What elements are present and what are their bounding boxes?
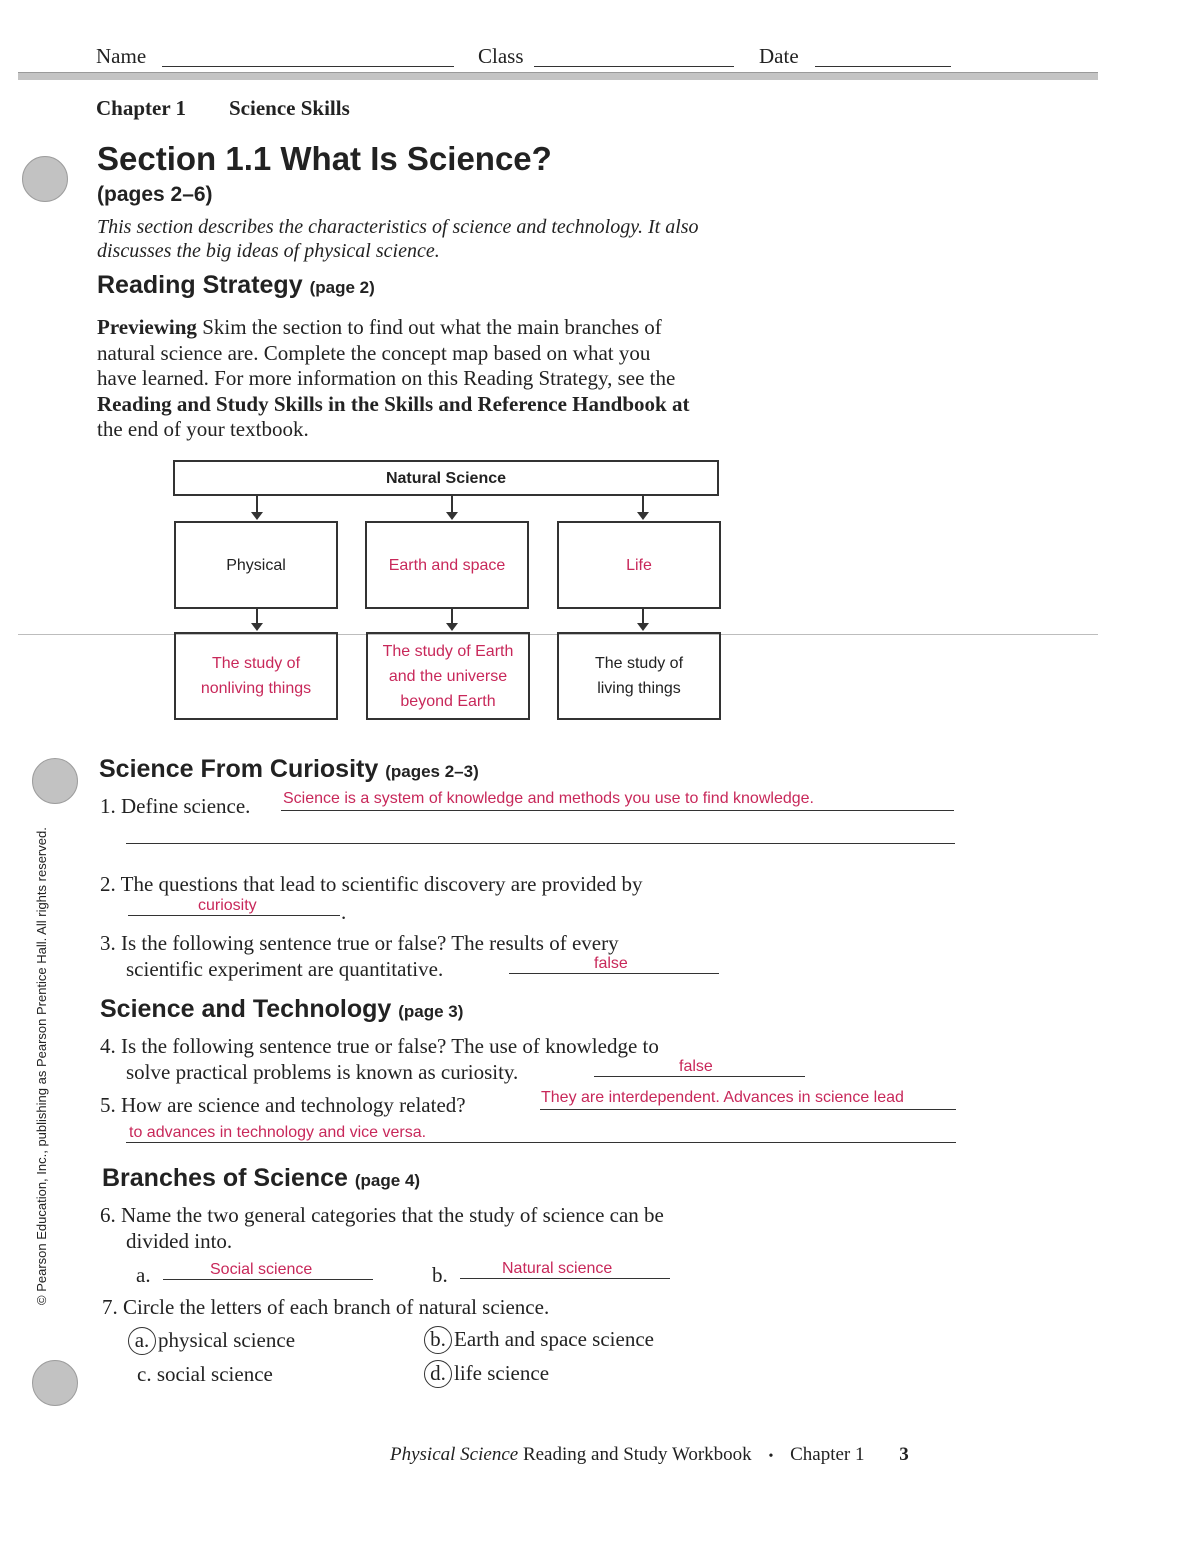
choice-earth-space-science[interactable]: b. Earth and space science	[424, 1326, 654, 1354]
question-5: 5. How are science and technology related?	[100, 1093, 466, 1117]
choice-social-science[interactable]: c. social science	[137, 1362, 273, 1386]
answer-5-line-1[interactable]: They are interdependent. Advances in science lead	[541, 1089, 904, 1106]
arrow-earth-def	[451, 609, 453, 629]
arrow-root-physical	[256, 496, 258, 518]
class-blank[interactable]	[534, 66, 734, 67]
answer-5-rule-2	[126, 1142, 956, 1143]
header-rule	[18, 72, 1098, 80]
answer-1-line	[281, 810, 954, 811]
definition-life: The study of living things	[557, 632, 721, 720]
question-1: 1. Define science.	[100, 794, 251, 818]
answer-5-rule-1	[540, 1109, 956, 1110]
branches-heading: Branches of Science (page 4)	[102, 1164, 421, 1192]
answer-6b[interactable]: Natural science	[502, 1260, 613, 1277]
name-label: Name	[96, 44, 147, 68]
answer-3-line	[509, 973, 719, 974]
name-blank[interactable]	[162, 66, 454, 67]
choice-b-label: b.	[432, 1263, 448, 1287]
choice-physical-science[interactable]: a. physical science	[128, 1327, 295, 1355]
class-label: Class	[478, 44, 524, 68]
question-3: 3. Is the following sentence true or false? The results of every scientific experiment are quantitative.	[100, 931, 619, 981]
definition-earth-space[interactable]: The study of Earth and the universe beyond Earth	[366, 632, 530, 720]
page-number: 3	[899, 1444, 909, 1465]
answer-3[interactable]: false	[594, 955, 628, 972]
answer-6a-line	[163, 1279, 373, 1280]
punch-hole-middle	[32, 758, 78, 804]
branch-earth-space[interactable]: Earth and space	[365, 521, 529, 609]
concept-map-root: Natural Science	[173, 460, 719, 496]
question-2: 2. The questions that lead to scientific discovery are provided by	[100, 872, 643, 896]
circle-mark-d: d.	[424, 1360, 452, 1388]
circle-mark-b: b.	[424, 1326, 452, 1354]
punch-hole-bottom	[32, 1360, 78, 1406]
choice-life-science[interactable]: d. life science	[424, 1360, 549, 1388]
choice-a-label: a.	[136, 1263, 151, 1287]
branch-physical: Physical	[174, 521, 338, 609]
question-4: 4. Is the following sentence true or false? The use of knowledge to solve practical problems is known as curiosity.	[100, 1034, 659, 1084]
arrow-life-def	[642, 609, 644, 629]
section-title: Section 1.1 What Is Science?	[97, 140, 552, 177]
answer-2-period: .	[341, 900, 347, 924]
punch-hole-top	[22, 156, 68, 202]
question-7: 7. Circle the letters of each branch of natural science.	[102, 1295, 550, 1319]
answer-1[interactable]: Science is a system of knowledge and methods you use to find knowledge.	[283, 790, 814, 807]
arrow-root-life	[642, 496, 644, 518]
reading-strategy-body: Previewing Skim the section to find out what the main branches of natural science are. Complete the concept map based on what you have learned. For more information on this Reading Strategy, see the Reading and Study Skills in the Skills and Reference Handbook at the end of your textbook.	[97, 315, 690, 441]
chapter-title: Science Skills	[229, 96, 350, 120]
section-pages: (pages 2–6)	[97, 183, 213, 206]
page-footer: Physical Science Reading and Study Workbook • Chapter 1 3	[390, 1444, 909, 1465]
answer-2-line	[128, 915, 340, 916]
answer-2[interactable]: curiosity	[198, 897, 257, 914]
answer-6b-line	[460, 1278, 670, 1279]
answer-5-line-2[interactable]: to advances in technology and vice versa.	[129, 1124, 427, 1141]
definition-physical[interactable]: The study of nonliving things	[174, 632, 338, 720]
question-6: 6. Name the two general categories that the study of science can be divided into.	[100, 1203, 664, 1253]
answer-4[interactable]: false	[679, 1058, 713, 1075]
date-label: Date	[759, 44, 799, 68]
technology-heading: Science and Technology (page 3)	[100, 995, 464, 1023]
arrow-root-earth	[451, 496, 453, 518]
answer-6a[interactable]: Social science	[210, 1261, 313, 1278]
answer-4-line	[594, 1076, 805, 1077]
circle-mark-a: a.	[128, 1327, 156, 1355]
date-blank[interactable]	[815, 66, 951, 67]
copyright-notice: © Pearson Education, Inc., publishing as Pearson Prentice Hall. All rights reserved.	[34, 827, 49, 1305]
section-description: This section describes the characteristics of science and technology. It also discusses the big ideas of physical science.	[97, 216, 699, 262]
branch-life[interactable]: Life	[557, 521, 721, 609]
curiosity-heading: Science From Curiosity (pages 2–3)	[99, 755, 479, 783]
chapter-number: Chapter 1	[96, 96, 187, 120]
answer-1-line-2	[126, 843, 955, 844]
reading-strategy-heading: Reading Strategy (page 2)	[97, 271, 375, 299]
arrow-physical-def	[256, 609, 258, 629]
